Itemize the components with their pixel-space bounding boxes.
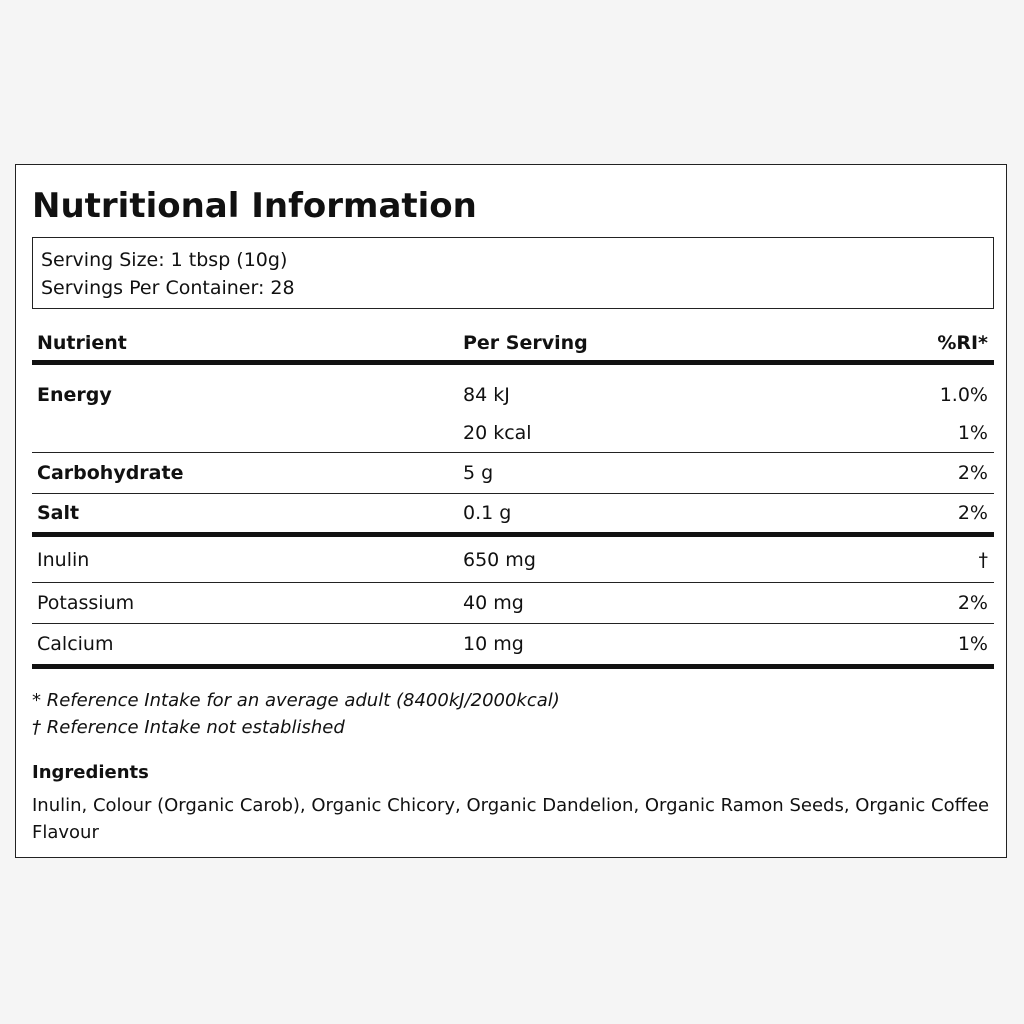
footnote-not-established: † Reference Intake not established [32,717,345,738]
nutrient-name: Carbohydrate [37,462,184,484]
table-header-row [32,325,994,365]
footnotes [32,687,560,741]
per-serving-value: 650 mg [463,548,536,571]
servings-per-container: Servings Per Container: 28 [41,277,295,299]
column-header-nutrient: Nutrient [37,331,127,354]
column-header-ri: %RI* [937,331,988,354]
ri-value: † [978,548,988,571]
ri-value: 1% [957,421,988,444]
serving-info-box [32,237,994,309]
table-row [32,417,994,453]
nutrient-name: Potassium [37,592,135,614]
nutrient-name: Inulin [37,548,90,571]
nutrient-name: Salt [37,502,80,524]
table-row [32,365,994,417]
table-row [32,453,994,494]
nutrient-name: Calcium [37,633,114,655]
column-header-per-serving: Per Serving [463,331,588,354]
per-serving-value: 10 mg [463,633,524,655]
per-serving-value: 0.1 g [463,502,512,524]
ri-value: 2% [957,592,988,614]
ingredients-text: Inulin, Colour (Organic Carob), Organic Chicory, Organic Dandelion, Organic Ramon Seeds, Organic Coffee Flavour [32,795,990,843]
ri-value: 1% [957,633,988,655]
ri-value: 1.0% [939,384,988,406]
per-serving-value: 5 g [463,462,494,484]
ri-value: 2% [957,462,988,484]
serving-size: Serving Size: 1 tbsp (10g) [41,249,288,271]
table-row [32,537,994,583]
page-title: Nutritional Information [32,186,477,226]
footnote-reference-intake: * Reference Intake for an average adult (8400kJ/2000kcal) [32,690,560,711]
table-row [32,624,994,669]
ingredients-heading: Ingredients [32,762,149,783]
ri-value: 2% [957,502,988,524]
table-row [32,583,994,624]
per-serving-value: 20 kcal [463,421,532,444]
per-serving-value: 84 kJ [463,384,510,406]
nutrient-name: Energy [37,384,112,406]
nutrition-table [32,325,994,669]
nutrition-panel [15,164,1007,858]
table-row [32,494,994,537]
per-serving-value: 40 mg [463,592,524,614]
